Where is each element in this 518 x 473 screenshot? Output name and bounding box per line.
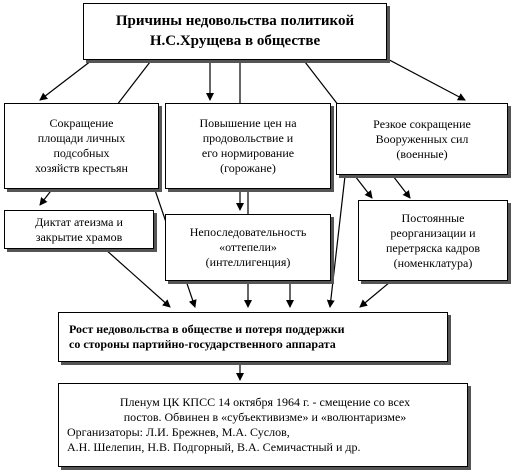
result-line-2: со стороны партийно-государственного аппарата	[69, 337, 336, 351]
cause-5-line-1: Непоследовательность	[189, 225, 307, 239]
cause-1-line-2: площади личных	[37, 131, 126, 145]
cause-5-line-3: (интеллигенция)	[205, 255, 291, 269]
cause-1-line-1: Сокращение	[49, 116, 114, 130]
cause-3-line-1: Резкое сокращение	[373, 116, 471, 131]
plenum-box	[58, 383, 468, 467]
title-line-2: Н.С.Хрущева в обществе	[149, 32, 321, 49]
cause-2-line-3: его нормирование	[201, 146, 295, 160]
cause-1-line-3: подсобных	[53, 146, 110, 160]
cause-3-line-3: (военные)	[396, 146, 448, 161]
cause-1-line-4: хозяйств крестьян	[35, 161, 128, 175]
result-box	[58, 312, 448, 362]
title-line-1: Причины недовольства политикой	[115, 13, 355, 29]
cause-box-thaw	[165, 214, 331, 281]
cause-2-line-4: (горожане)	[220, 161, 276, 175]
plenum-line-4: А.Н. Шелепин, Н.В. Подгорный, В.А. Семичастный и др.	[67, 440, 361, 454]
plenum-line-3: Организаторы: Л.И. Брежнев, М.А. Суслов,	[67, 425, 290, 439]
cause-6-line-1: Постоянные	[401, 210, 465, 225]
cause-6-line-2: реорганизации и	[390, 225, 476, 240]
cause-4-line-1: Диктат атеизма и	[35, 214, 123, 229]
arrow-title-to-c3	[380, 55, 465, 100]
cause-6-line-3: перетряска кадров	[385, 240, 481, 255]
cause-5-line-2: «оттепели»	[219, 240, 277, 254]
cause-4-line-2: закрытие храмов	[35, 229, 123, 244]
cause-6-line-4: (номенклатура)	[393, 255, 473, 270]
cause-box-food-prices	[165, 103, 331, 189]
plenum-line-1: Пленум ЦК КПСС 14 октября 1964 г. - смещение со всех	[119, 395, 411, 409]
cause-box-reorganizations	[358, 200, 508, 281]
cause-3-line-2: Вооруженных сил	[375, 131, 469, 146]
cause-box-army-cuts	[336, 103, 508, 175]
plenum-line-2: постов. Обвинен в «субъективизме» и «волюнтаризме»	[123, 410, 407, 424]
arrow-c3-to-c6	[355, 176, 372, 198]
arrow-title-to-c1	[40, 54, 100, 100]
arrow-c6-to-result	[360, 282, 390, 307]
title-box	[83, 3, 387, 60]
arrow-c4-to-result	[105, 249, 170, 307]
cause-box-peasant-plots	[4, 103, 159, 189]
result-line-1: Рост недовольства в обществе и потеря поддержки	[69, 322, 345, 336]
arrow-c3-to-result	[330, 176, 345, 307]
cause-2-line-1: Повышение цен на	[199, 116, 297, 130]
cause-2-line-2: продовольствие и	[202, 131, 294, 145]
cause-box-atheism	[4, 210, 154, 249]
